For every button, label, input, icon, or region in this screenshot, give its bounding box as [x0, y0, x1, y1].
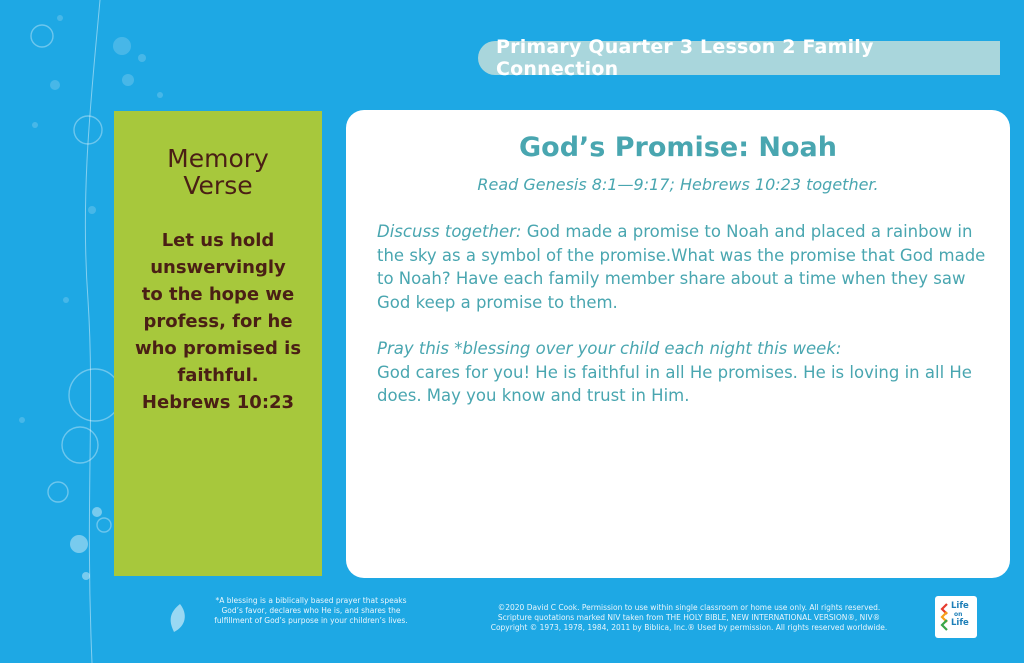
lesson-header-pill: [478, 36, 1000, 80]
memory-verse-line: profess, for he: [143, 311, 293, 332]
copyright-notice: [452, 603, 926, 633]
discuss-lead: Discuss together:: [377, 222, 522, 241]
copyright-line: ©2020 David C Cook. Permission to use within single classroom or home use only. All rights reserved.: [497, 603, 881, 612]
blessing-footnote: [196, 596, 426, 626]
lesson-title: God’s Promise: Noah: [519, 132, 837, 163]
memory-verse-reference: Hebrews 10:23: [141, 392, 295, 413]
logo-wordmark: [951, 601, 976, 628]
memory-verse-text: [132, 227, 304, 416]
memory-verse-line: faithful.: [177, 365, 259, 386]
footnote-line: fulfillment of God’s purpose in your children’s lives.: [214, 616, 408, 625]
life-on-life-logo-icon: [939, 603, 951, 631]
memory-verse-heading-line1: Memory: [167, 144, 269, 173]
discuss-body: God made a promise to Noah and placed a rainbow in the sky as a symbol of the promise.What was the promise that God made to Noah? Have each family member share about a time when they saw God keep a promise to them.: [377, 222, 986, 312]
memory-verse-panel: [114, 111, 322, 576]
footnote-line: God’s favor, declares who He is, and shares the: [221, 606, 401, 615]
memory-verse-line: to the hope we: [141, 284, 295, 305]
logo-line2: on: [954, 611, 963, 618]
pray-lead: Pray this *blessing over your child each night this week:: [377, 339, 842, 358]
discuss-paragraph: [377, 220, 989, 314]
pray-body: God cares for you! He is faithful in all He promises. He is loving in all He does. May you know and trust in Him.: [377, 362, 972, 405]
logo-line3: Life: [951, 618, 969, 628]
memory-verse-heading-line2: Verse: [183, 171, 253, 200]
pray-paragraph: [377, 337, 989, 408]
lesson-reading: Read Genesis 8:1—9:17; Hebrews 10:23 together.: [477, 175, 879, 194]
copyright-line: Copyright © 1973, 1978, 1984, 2011 by Biblica, Inc.® Used by permission. All rights reserved worldwide.: [490, 623, 888, 632]
memory-verse-line: Let us hold: [161, 230, 275, 251]
memory-verse-line: unswervingly: [150, 257, 286, 278]
footnote-line: *A blessing is a biblically based prayer that speaks: [215, 596, 407, 605]
copyright-line: Scripture quotations marked NIV taken from THE HOLY BIBLE, NEW INTERNATIONAL VERSION®, NIV®: [497, 613, 881, 622]
logo-line1: Life: [951, 601, 969, 611]
life-on-life-logo: [935, 596, 977, 638]
memory-verse-line: who promised is: [134, 338, 302, 359]
lesson-card: [346, 110, 1010, 578]
memory-verse-heading: [114, 145, 322, 199]
lesson-header-title: Primary Quarter 3 Lesson 2 Family Connection: [496, 36, 874, 80]
